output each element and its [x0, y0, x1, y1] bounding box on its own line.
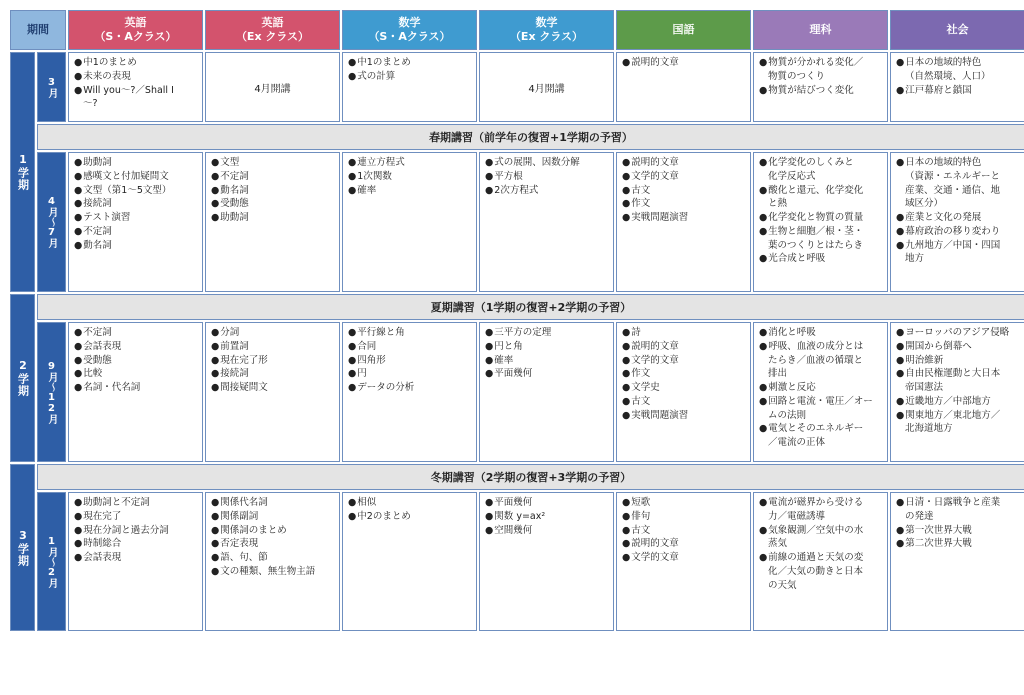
topic-item: ● 助動詞と不定詞: [74, 496, 197, 510]
subject-header: 数学 （S・Aクラス）: [342, 10, 477, 50]
topic-list: [479, 152, 614, 292]
topic-list: [753, 152, 888, 292]
topic-item: ● 古文: [622, 395, 745, 409]
month-range-label: 1月～2月: [37, 492, 66, 631]
topic-list: [616, 322, 751, 462]
topic-item: ● 消化と呼吸: [759, 326, 882, 340]
topic-item: ／電流の正体: [768, 437, 826, 449]
topic-item: ● 明治維新: [896, 354, 1019, 368]
topic-item: ● 助動詞: [74, 156, 197, 170]
topic-item: ● 式の展開、因数分解: [485, 156, 608, 170]
topic-list: [890, 52, 1024, 122]
topic-item: ● 関係代名詞: [211, 496, 334, 510]
topic-item: ● 2次方程式: [485, 184, 608, 198]
topic-item: 域区分）: [905, 198, 944, 210]
topic-list: [68, 52, 203, 122]
topic-list: [342, 52, 477, 122]
topic-item: ● 古文: [622, 184, 745, 198]
topic-item: ● データの分析: [348, 381, 471, 395]
topic-item: ● 間接疑問文: [211, 381, 334, 395]
topic-item: ● 日清・日露戦争と産業: [896, 496, 1019, 510]
topic-item: の天気: [768, 579, 797, 591]
topic-item: ● 三平方の定理: [485, 326, 608, 340]
topic-list: [479, 492, 614, 631]
subject-header: 国語: [616, 10, 751, 50]
curriculum-table: [10, 10, 1014, 685]
topic-item: 産業、交通・通信、地: [905, 184, 1001, 196]
topic-item: ● 作文: [622, 197, 745, 211]
topic-item: ● 語、句、節: [211, 551, 334, 565]
topic-item: ● 短歌: [622, 496, 745, 510]
topic-item: ● 合同: [348, 340, 471, 354]
topic-item: ● 動名詞: [211, 184, 334, 198]
topic-item: ● 酸化と還元、化学変化: [759, 184, 882, 198]
topic-item: ● 会話表現: [74, 340, 197, 354]
topic-item: ● 前置詞: [211, 340, 334, 354]
topic-item: ● 実戦問題演習: [622, 211, 745, 225]
subject-header: 英語 （Ex クラス）: [205, 10, 340, 50]
topic-item: ● 現在完了形: [211, 354, 334, 368]
topic-item: ● 説明的文章: [622, 56, 745, 70]
topic-item: 化／大気の動きと日本: [768, 565, 864, 577]
topic-item: ● テスト演習: [74, 211, 197, 225]
topic-item: ● 呼吸、血液の成分とは: [759, 340, 882, 354]
topic-item: ● 会話表現: [74, 551, 197, 565]
month-range-label: 9月～12月: [37, 322, 66, 462]
topic-item: ～?: [83, 98, 98, 110]
topic-item: ● 関東地方／東北地方／: [896, 409, 1019, 423]
topic-item: ● 産業と文化の発展: [896, 211, 1019, 225]
month-range-label: 4月～7月: [37, 152, 66, 292]
topic-list: [890, 152, 1024, 292]
term-label: 3学期: [10, 464, 35, 631]
topic-item: ● 現在完了: [74, 510, 197, 524]
topic-item: ● 中2のまとめ: [348, 510, 471, 524]
subject-header: 理科: [753, 10, 888, 50]
topic-item: ● 開国から倒幕へ: [896, 340, 1019, 354]
topic-item: ● 実戦問題演習: [622, 409, 745, 423]
topic-item: ● 名詞・代名詞: [74, 381, 197, 395]
topic-item: ● 円: [348, 367, 471, 381]
topic-item: 北海道地方: [905, 423, 953, 435]
topic-item: ● 不定詞: [74, 225, 197, 239]
topic-item: 地方: [905, 253, 925, 265]
topic-list: [479, 322, 614, 462]
topic-item: ● 未来の表現: [74, 70, 197, 84]
topic-item: ● 関係副詞: [211, 510, 334, 524]
topic-list: [68, 152, 203, 292]
seasonal-session-banner: 夏期講習（1学期の復習+2学期の予習）: [37, 294, 1024, 320]
topic-item: （自然環境、人口）: [905, 70, 991, 82]
topic-item: ● 分詞: [211, 326, 334, 340]
topic-item: ● 化学変化と物質の質量: [759, 211, 882, 225]
topic-list: [205, 492, 340, 631]
topic-item: 帝国憲法: [905, 382, 944, 394]
topic-item: ● 文学的文章: [622, 354, 745, 368]
topic-item: ● 幕府政治の移り変わり: [896, 225, 1019, 239]
topic-item: ● 1次関数: [348, 170, 471, 184]
topic-item: と熱: [768, 198, 788, 210]
topic-item: ● 受動態: [74, 354, 197, 368]
topic-item: ● 文学的文章: [622, 551, 745, 565]
topic-item: ● 関係詞のまとめ: [211, 524, 334, 538]
topic-item: ● 接続詞: [74, 197, 197, 211]
topic-list: [342, 492, 477, 631]
topic-list: [890, 322, 1024, 462]
topic-item: （資源・エネルギーと: [905, 170, 1001, 182]
topic-item: ● 光合成と呼吸: [759, 252, 882, 266]
subject-header: 英語 （S・Aクラス）: [68, 10, 203, 50]
topic-item: ● 第二次世界大戦: [896, 537, 1019, 551]
topic-list: [68, 322, 203, 462]
topic-item: ● 中1のまとめ: [74, 56, 197, 70]
topic-item: ● 詩: [622, 326, 745, 340]
topic-item: ● 平行線と角: [348, 326, 471, 340]
topic-list: [342, 152, 477, 292]
term-label: 2学期: [10, 294, 35, 462]
topic-item: ● 不定詞: [74, 326, 197, 340]
topic-item: 排出: [768, 368, 788, 380]
topic-item: ● 相似: [348, 496, 471, 510]
subject-header: 数学 （Ex クラス）: [479, 10, 614, 50]
seasonal-session-banner: 春期講習（前学年の復習+1学期の予習）: [37, 124, 1024, 150]
topic-item: ● 説明的文章: [622, 537, 745, 551]
topic-item: ● 近畿地方／中部地方: [896, 395, 1019, 409]
topic-item: ● 文型（第1～5文型）: [74, 184, 197, 198]
topic-item: ● 説明的文章: [622, 340, 745, 354]
topic-item: 力／電磁誘導: [768, 510, 826, 522]
topic-item: ● 物質が分かれる変化／: [759, 56, 882, 70]
topic-item: 蒸気: [768, 538, 788, 550]
topic-list: [753, 322, 888, 462]
topic-item: ● 文の種類、無生物主語: [211, 565, 334, 579]
topic-item: ● 助動詞: [211, 211, 334, 225]
topic-item: ● 四角形: [348, 354, 471, 368]
opening-note: 4月開講: [479, 52, 614, 122]
month-range-label: 3月: [37, 52, 66, 122]
topic-item: ● 俳句: [622, 510, 745, 524]
topic-item: ● 物質が結びつく変化: [759, 84, 882, 98]
topic-item: ムの法則: [768, 409, 807, 421]
subject-header: 社会: [890, 10, 1024, 50]
topic-list: [890, 492, 1024, 631]
topic-item: ● 感嘆文と付加疑問文: [74, 170, 197, 184]
topic-item: ● 電気とそのエネルギー: [759, 422, 882, 436]
topic-item: ● 円と角: [485, 340, 608, 354]
topic-item: ● 電流が磁界から受ける: [759, 496, 882, 510]
topic-item: ● Will you～?／Shall I: [74, 84, 197, 98]
topic-item: ● 江戸幕府と鎖国: [896, 84, 1019, 98]
topic-item: ● 不定詞: [211, 170, 334, 184]
topic-item: ● 気象観測／空気中の水: [759, 524, 882, 538]
topic-item: ● 説明的文章: [622, 156, 745, 170]
topic-item: ● 文型: [211, 156, 334, 170]
topic-item: ● 比較: [74, 367, 197, 381]
topic-item: ● 刺激と反応: [759, 381, 882, 395]
topic-item: 物質のつくり: [768, 70, 826, 82]
topic-item: ● 式の計算: [348, 70, 471, 84]
topic-list: [753, 492, 888, 631]
topic-item: ● 前線の通過と天気の変: [759, 551, 882, 565]
topic-item: ● 化学変化のしくみと: [759, 156, 882, 170]
period-header: 期間: [10, 10, 66, 50]
topic-item: ● 関数 y=ax²: [485, 510, 608, 524]
topic-item: ● 古文: [622, 524, 745, 538]
topic-item: ● 第一次世界大戦: [896, 524, 1019, 538]
topic-item: ● 文学史: [622, 381, 745, 395]
topic-item: ● 作文: [622, 367, 745, 381]
topic-item: ● 連立方程式: [348, 156, 471, 170]
topic-list: [616, 52, 751, 122]
topic-item: ● 受動態: [211, 197, 334, 211]
topic-item: ● 時制総合: [74, 537, 197, 551]
topic-item: ● 平面幾何: [485, 367, 608, 381]
topic-item: ● 生物と細胞／根・茎・: [759, 225, 882, 239]
topic-item: たらき／血液の循環と: [768, 354, 864, 366]
topic-item: ● 文学的文章: [622, 170, 745, 184]
topic-item: ● 確率: [348, 184, 471, 198]
topic-item: ● 否定表現: [211, 537, 334, 551]
topic-item: ● 中1のまとめ: [348, 56, 471, 70]
topic-item: ● 動名詞: [74, 239, 197, 253]
topic-item: 葉のつくりとはたらき: [768, 239, 864, 251]
topic-list: [68, 492, 203, 631]
topic-item: ● 空間幾何: [485, 524, 608, 538]
topic-list: [616, 492, 751, 631]
topic-item: ● ヨーロッパのアジア侵略: [896, 326, 1019, 340]
topic-item: ● 確率: [485, 354, 608, 368]
topic-list: [616, 152, 751, 292]
topic-list: [205, 322, 340, 462]
topic-item: ● 現在分詞と過去分詞: [74, 524, 197, 538]
topic-list: [753, 52, 888, 122]
topic-item: ● 九州地方／中国・四国: [896, 239, 1019, 253]
topic-item: ● 接続詞: [211, 367, 334, 381]
opening-note: 4月開講: [205, 52, 340, 122]
topic-item: 化学反応式: [768, 170, 816, 182]
topic-item: ● 平方根: [485, 170, 608, 184]
topic-list: [342, 322, 477, 462]
seasonal-session-banner: 冬期講習（2学期の復習+3学期の予習）: [37, 464, 1024, 490]
topic-item: ● 日本の地域的特色: [896, 156, 1019, 170]
topic-list: [205, 152, 340, 292]
topic-item: の発達: [905, 510, 934, 522]
term-label: 1学期: [10, 52, 35, 292]
topic-item: ● 自由民権運動と大日本: [896, 367, 1019, 381]
topic-item: ● 日本の地域的特色: [896, 56, 1019, 70]
topic-item: ● 回路と電流・電圧／オー: [759, 395, 882, 409]
topic-item: ● 平面幾何: [485, 496, 608, 510]
